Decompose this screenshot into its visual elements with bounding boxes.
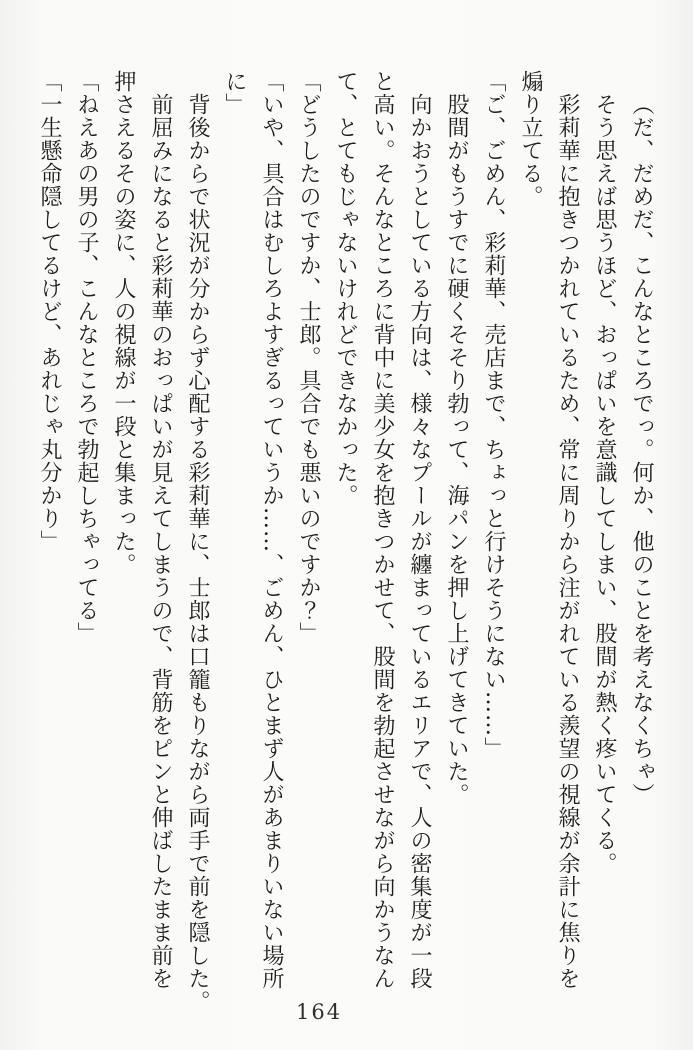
- text-line: 「どうしたのですか、士郎。具合でも悪いのですか？」: [296, 70, 321, 645]
- page-number: 164: [296, 1000, 343, 1024]
- text-line: 股間がもうすでに硬くそそり勃って、海パンを押し上げてきていた。: [444, 93, 469, 806]
- text-line: 「ご、ごめん、彩莉華、売店まで、ちょっと行けそうにない……」: [481, 70, 506, 760]
- text-line: （だ、だめだ、こんなところでっ。何か、他のことを考えなくちゃ）: [629, 93, 654, 806]
- text-line: 向かおうとしている方向は、様々なプールが纏まっているエリアで、人の密集度が一段: [407, 93, 432, 990]
- text-line: 彩莉華に抱きつかれているため、常に周りから注がれている羨望の視線が余計に焦りを: [555, 93, 580, 990]
- text-line: と高い。そんなところに背中に美少女を抱きつかせて、股間を勃起させながら向かうなん: [370, 70, 395, 990]
- text-line: 「一生懸命隠してるけど、あれじゃ丸分かり」: [37, 70, 62, 553]
- text-line: て、とてもじゃないけれどできなかった。: [333, 70, 358, 507]
- text-line: 煽り立てる。: [518, 70, 543, 208]
- text-line: 「いや、具合はむしろよすぎるっていうか……、ごめん、ひとまず人があまりいない場所: [259, 70, 284, 990]
- text-line: 前屈みになると彩莉華のおっぱいが見えてしまうので、背筋をピンと伸ばしたまま前を: [148, 93, 173, 990]
- text-line: に」: [222, 70, 247, 116]
- text-line: そう思えば思うほど、おっぱいを意識してしまい、股間が熱く疼いてくる。: [592, 93, 617, 875]
- text-line: 押さえるその姿に、人の視線が一段と集まった。: [111, 70, 136, 576]
- text-line: 背後からで状況が分からず心配する彩莉華に、士郎は口籠もりながら両手で前を隠した。: [185, 93, 210, 1013]
- text-line: 「ねえあの男の子、こんなところで勃起しちゃってる」: [74, 70, 99, 645]
